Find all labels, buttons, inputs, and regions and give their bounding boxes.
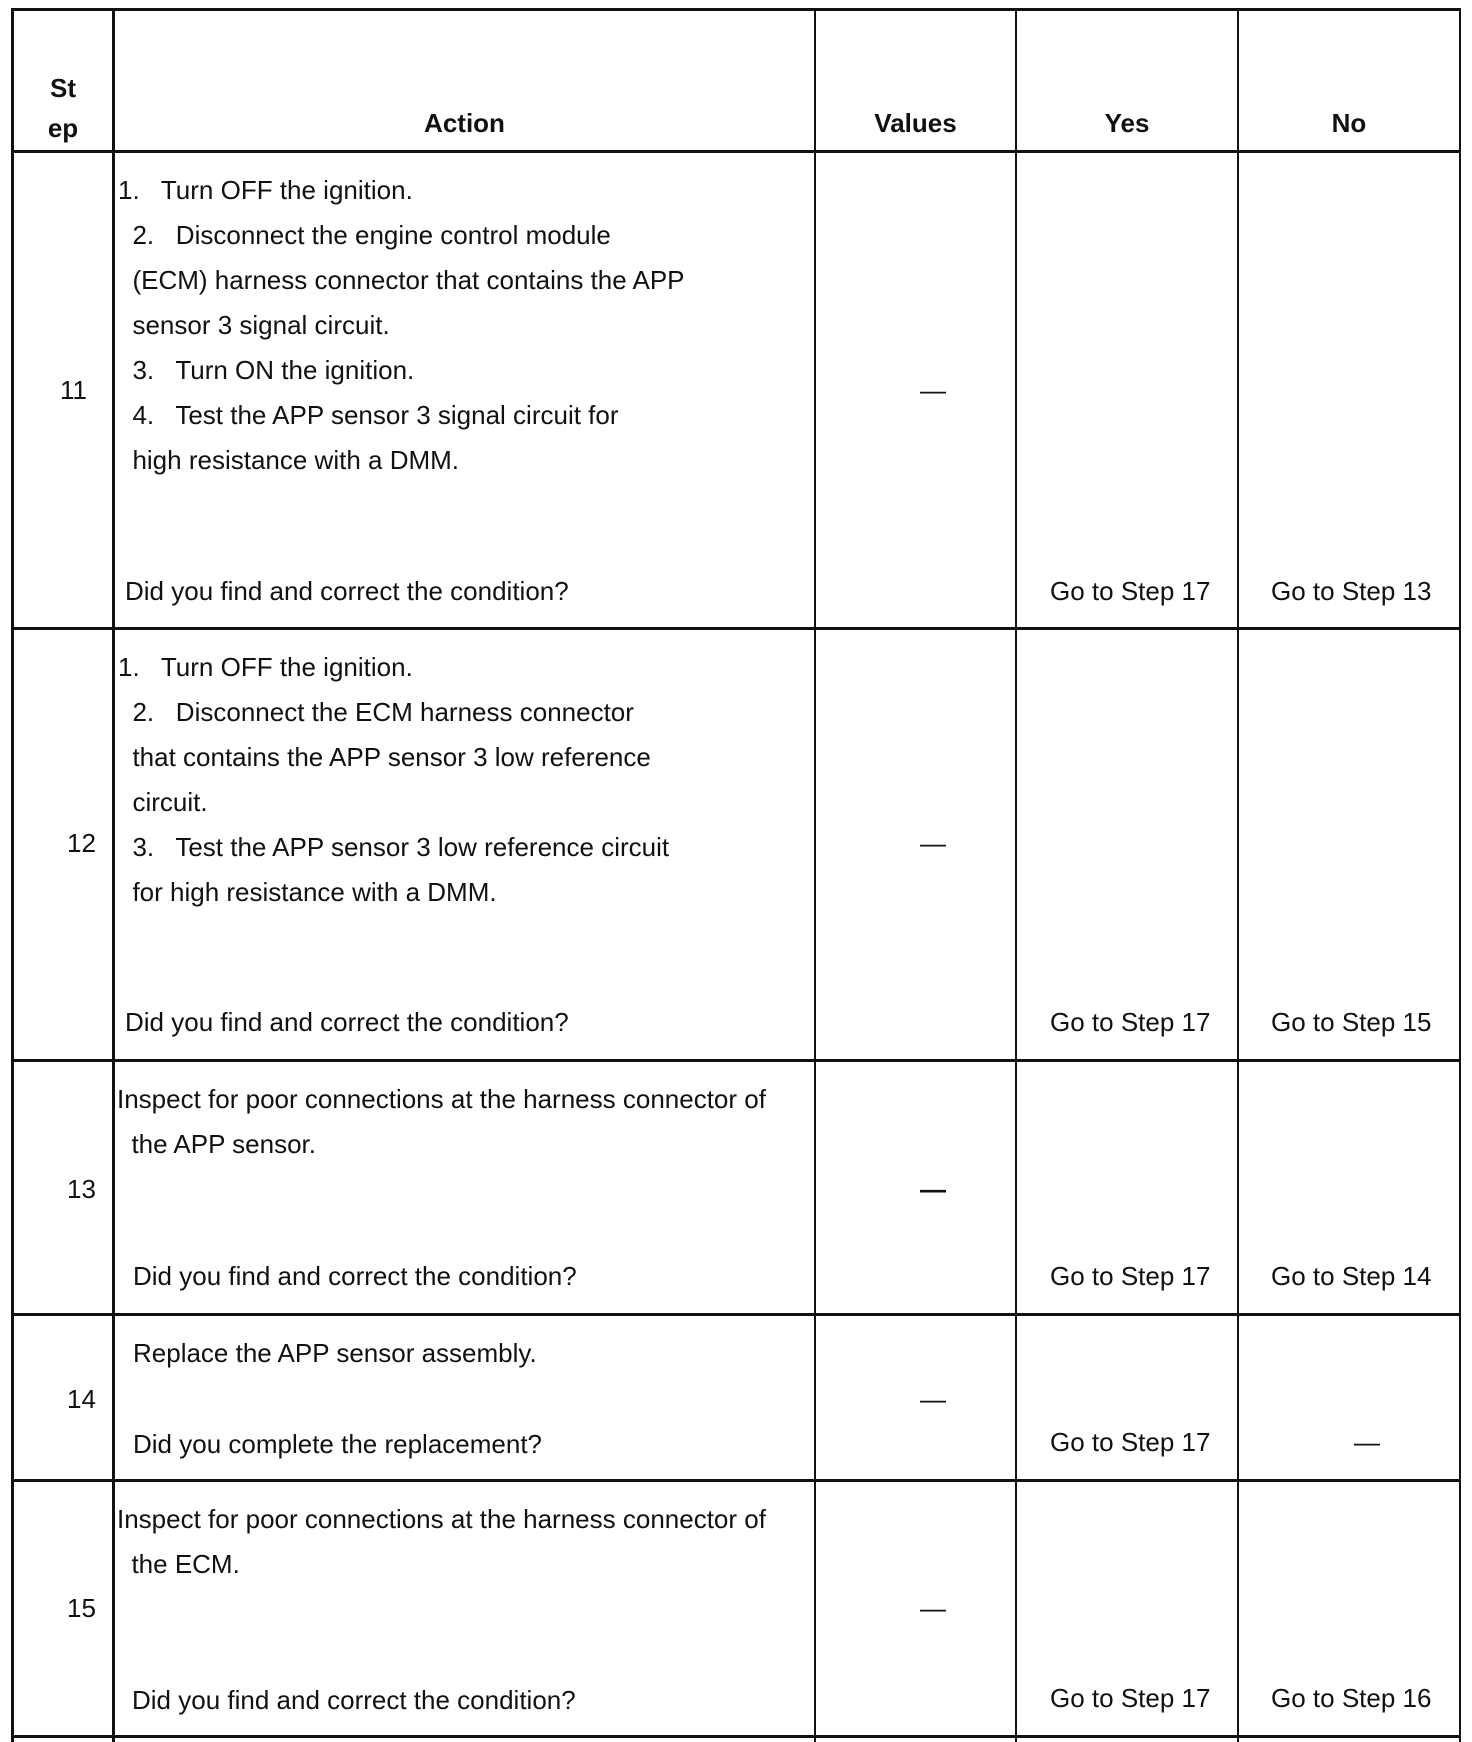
action-line: Inspect for poor connections at the harness connector of <box>117 1504 766 1534</box>
action-line: 3. Test the APP sensor 3 low reference circuit <box>118 832 670 862</box>
action-line: Inspect for poor connections at the harness connector of <box>117 1084 766 1114</box>
value-cell: — <box>920 1174 946 1204</box>
action-question: Did you find and correct the condition? <box>125 1007 569 1037</box>
action-line: circuit. <box>118 787 208 817</box>
no-cell: Go to Step 14 <box>1271 1261 1432 1291</box>
action-line: 3. Turn ON the ignition. <box>118 355 415 385</box>
header-values: Values <box>874 108 957 138</box>
action-question: Did you find and correct the condition? <box>132 1685 576 1715</box>
action-question: Did you find and correct the condition? <box>125 576 569 606</box>
value-cell: — <box>920 375 946 405</box>
grid-line <box>11 1313 1461 1316</box>
step-number: 12 <box>67 828 96 858</box>
header-step-line2: ep <box>47 113 79 143</box>
action-line: Replace the APP sensor assembly. <box>133 1338 537 1368</box>
header-step <box>14 68 112 148</box>
action-line: the APP sensor. <box>117 1129 316 1159</box>
action-line: that contains the APP sensor 3 low reference <box>118 742 651 772</box>
action-line: 4. Test the APP sensor 3 signal circuit for <box>118 400 619 430</box>
header-step-line1: St <box>50 73 76 103</box>
action-line: 1. Turn OFF the ignition. <box>118 652 413 682</box>
yes-cell: Go to Step 17 <box>1050 576 1211 606</box>
no-cell: Go to Step 15 <box>1271 1007 1432 1037</box>
action-line: (ECM) harness connector that contains the APP <box>118 265 685 295</box>
grid-line <box>11 8 1461 11</box>
action-line: 2. Disconnect the ECM harness connector <box>118 697 634 727</box>
action-line: sensor 3 signal circuit. <box>118 310 390 340</box>
yes-cell: Go to Step 17 <box>1050 1007 1211 1037</box>
grid-line <box>11 1735 1461 1738</box>
grid-line <box>11 627 1461 630</box>
action-line: high resistance with a DMM. <box>118 445 460 475</box>
no-cell: — <box>1354 1427 1380 1457</box>
yes-cell: Go to Step 17 <box>1050 1261 1211 1291</box>
value-cell: — <box>920 1593 946 1623</box>
grid-line <box>11 150 1461 153</box>
action-line: 2. Disconnect the engine control module <box>118 220 611 250</box>
action-line: 1. Turn OFF the ignition. <box>118 175 413 205</box>
action-line: the ECM. <box>117 1549 240 1579</box>
step-number: 14 <box>67 1384 96 1414</box>
action-line: for high resistance with a DMM. <box>118 877 497 907</box>
header-action: Action <box>424 108 505 138</box>
yes-cell: Go to Step 17 <box>1050 1427 1211 1457</box>
step-number: 11 <box>60 375 87 405</box>
action-question: Did you complete the replacement? <box>133 1429 543 1459</box>
no-cell: Go to Step 16 <box>1271 1683 1432 1713</box>
value-cell: — <box>920 828 946 858</box>
yes-cell: Go to Step 17 <box>1050 1683 1211 1713</box>
grid-line <box>11 1479 1461 1482</box>
action-question: Did you find and correct the condition? <box>133 1261 577 1291</box>
no-cell: Go to Step 13 <box>1271 576 1432 606</box>
step-number: 15 <box>67 1593 96 1623</box>
header-no: No <box>1331 108 1367 138</box>
grid-line <box>11 1059 1461 1062</box>
header-yes: Yes <box>1104 108 1150 138</box>
value-cell: — <box>920 1384 946 1414</box>
step-number: 13 <box>67 1174 96 1204</box>
